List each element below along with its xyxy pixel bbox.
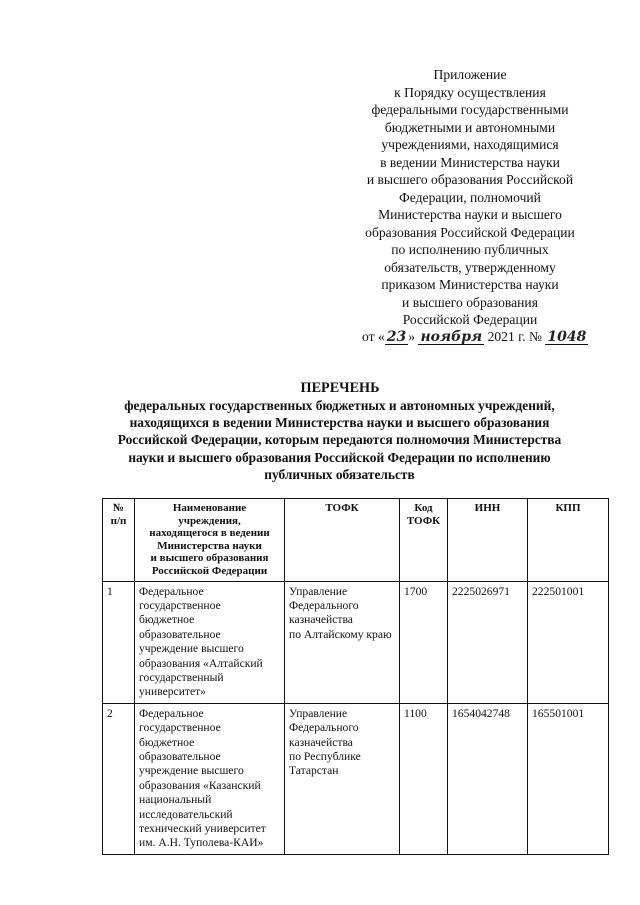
- header-text: ТОФК: [325, 502, 359, 514]
- subtitle-line: находящихся в ведении Министерства науки и высшего образования: [129, 415, 550, 431]
- cell-text: им. А.Н. Туполева-КАИ»: [139, 836, 264, 850]
- cell-text: образовательное: [139, 627, 221, 641]
- cell-text: бюджетное: [139, 613, 195, 627]
- header-text: находящегося в ведении: [149, 527, 270, 540]
- cell-kpp: 165501001: [528, 703, 609, 854]
- appendix-line: Министерства науки и высшего: [378, 207, 562, 222]
- cell-inn: 2225026971: [448, 581, 528, 703]
- cell-text: Управление: [289, 706, 348, 720]
- appendix-line: образования Российской Федерации: [365, 224, 575, 240]
- order-month: ноября: [420, 329, 483, 345]
- cell-num: 2: [103, 703, 135, 854]
- header-code: [400, 499, 448, 582]
- cell-inn: 1654042748: [448, 703, 528, 854]
- document-title: ПЕРЕЧЕНЬ: [300, 380, 380, 396]
- appendix-line: обязательств, утвержденному: [384, 259, 556, 275]
- cell-text: национальный: [139, 793, 212, 807]
- header-text: №: [112, 502, 125, 514]
- header-text: и высшего образования: [150, 552, 269, 565]
- appendix-line: Российской Федерации: [402, 312, 538, 327]
- order-day: 23: [386, 329, 407, 345]
- header-text: Наименование: [172, 502, 247, 514]
- header-text: ТОФК: [406, 514, 441, 527]
- order-date-line: [362, 329, 588, 345]
- cell-text: государственный: [139, 671, 224, 684]
- cell-text: по Республике: [289, 750, 361, 764]
- cell-text: образования «Казанский: [139, 778, 261, 792]
- subtitle-line: федеральных государственных бюджетных и автономных учреждений,: [124, 398, 555, 413]
- header-num: [103, 499, 135, 582]
- appendix-line: к Порядку осуществления: [394, 84, 546, 100]
- cell-text: университет»: [139, 685, 206, 699]
- appendix-line: в ведении Министерства науки: [380, 154, 560, 170]
- order-number: 1048: [547, 329, 587, 345]
- table-row: [103, 703, 609, 854]
- document-subtitle: [82, 397, 597, 483]
- cell-text: образования «Алтайский: [139, 656, 263, 670]
- appendix-line: Федерации, полномочий: [399, 189, 541, 205]
- cell-text: исследовательский: [139, 807, 233, 821]
- table-row: [103, 581, 609, 703]
- cell-text: учреждение высшего: [139, 642, 244, 656]
- table-header-row: [103, 499, 609, 582]
- cell-name: [135, 581, 285, 703]
- order-year: 2021 г. №: [484, 329, 546, 344]
- cell-text: государственное: [139, 721, 221, 735]
- order-prefix: от «: [362, 329, 385, 344]
- cell-tofk: [285, 581, 400, 703]
- cell-name: [135, 703, 285, 854]
- appendix-line: по исполнению публичных: [391, 242, 549, 257]
- header-text: Российской Федерации: [151, 564, 268, 577]
- subtitle-line: Российской Федерации, которым передаются полномочия Министерства: [117, 432, 562, 448]
- cell-text: Управление: [289, 584, 348, 598]
- order-mid: »: [408, 329, 419, 344]
- subtitle-line: публичных обязательств: [264, 466, 415, 482]
- cell-num: 1: [103, 581, 135, 703]
- cell-text: по Алтайскому краю: [289, 627, 392, 641]
- cell-text: Федерального: [289, 598, 359, 612]
- appendix-line: федеральными государственными: [371, 102, 569, 117]
- appendix-line: приказом Министерства науки: [381, 277, 559, 292]
- cell-kpp: 222501001: [528, 581, 609, 703]
- cell-text: казначейства: [289, 613, 353, 627]
- header-inn: [448, 499, 528, 582]
- cell-text: Федерального: [289, 721, 359, 735]
- institutions-table: [102, 498, 609, 855]
- header-text: ИНН: [474, 502, 501, 514]
- cell-text: государственное: [139, 598, 221, 612]
- appendix-block: [330, 66, 610, 329]
- cell-text: технический университет: [139, 822, 266, 836]
- header-tofk: [285, 499, 400, 582]
- appendix-line: и высшего образования: [402, 294, 538, 310]
- cell-code: 1100: [400, 703, 448, 854]
- appendix-line: Приложение: [433, 67, 507, 82]
- cell-text: Федеральное: [139, 706, 204, 720]
- cell-text: бюджетное: [139, 735, 195, 749]
- cell-text: Федеральное: [139, 584, 204, 598]
- cell-text: казначейства: [289, 735, 353, 749]
- header-text: Министерства науки: [157, 539, 262, 552]
- appendix-line: и высшего образования Российской: [366, 172, 574, 187]
- appendix-line: учреждениями, находящимися: [381, 137, 559, 152]
- header-text: учреждения,: [178, 514, 241, 527]
- cell-tofk: [285, 703, 400, 854]
- header-text: Код: [414, 502, 433, 514]
- cell-text: Татарстан: [289, 764, 339, 778]
- header-name: [135, 499, 285, 582]
- cell-text: образовательное: [139, 750, 221, 764]
- header-kpp: [528, 499, 609, 582]
- cell-text: учреждение высшего: [139, 764, 244, 778]
- subtitle-line: науки и высшего образования Российской Федерации по исполнению: [128, 449, 551, 465]
- appendix-line: бюджетными и автономными: [384, 119, 556, 135]
- header-text: п/п: [110, 514, 127, 527]
- header-text: КПП: [555, 502, 581, 514]
- cell-code: 1700: [400, 581, 448, 703]
